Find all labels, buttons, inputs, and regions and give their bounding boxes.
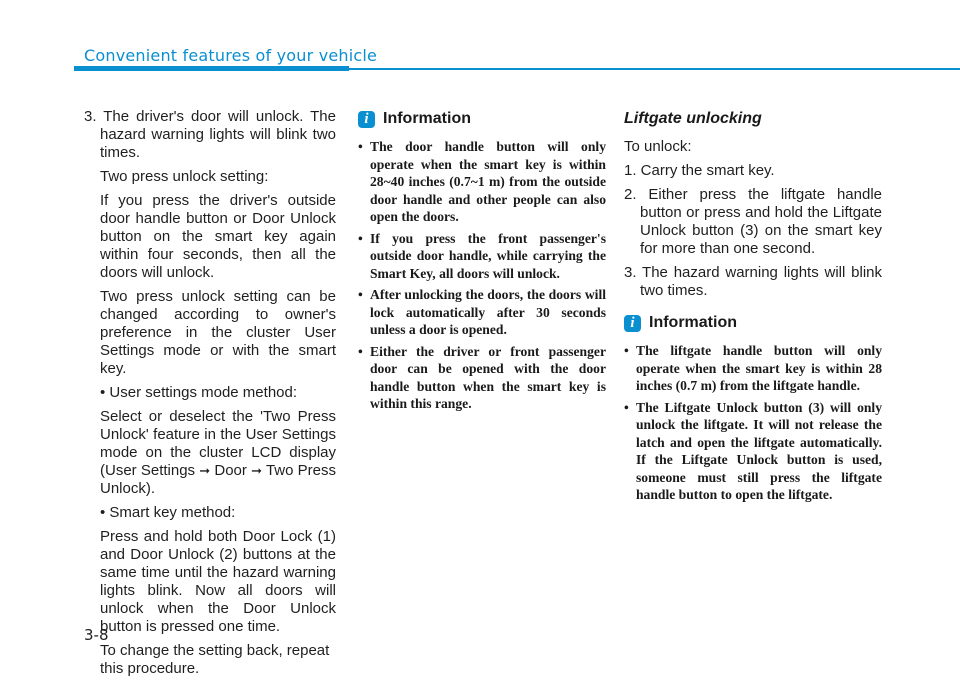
- smart-key-bullet: • Smart key method:: [100, 504, 236, 521]
- info-heading: [358, 110, 606, 128]
- section-header: Convenient features of your vehicle: [84, 46, 378, 65]
- section-title: Liftgate unlocking: [624, 110, 762, 127]
- two-press-description: If you press the driver's outside door handle button or Door Unlock button on the smart key again within four seconds, then all the doors will unlock.: [100, 192, 336, 281]
- info-icon: i: [624, 315, 641, 332]
- info-bullets: [624, 342, 882, 504]
- column-middle: [358, 108, 606, 417]
- liftgate-step: 2. Either press the liftgate handle button or press and hold the Liftgate Unlock button (3) on the smart key for more than one second.: [624, 186, 882, 257]
- step-3: 3. The driver's door will unlock. The hazard warning lights will blink two times.: [84, 108, 336, 161]
- page-number: 3-8: [84, 626, 109, 644]
- user-settings-text: Select or deselect the 'Two Press Unlock' feature in the User Settings mode on the cluster LCD display (User Settings: [100, 408, 336, 479]
- info-icon: i: [358, 111, 375, 128]
- change-setting-description: Two press unlock setting can be changed according to owner's preference in the cluster User Settings mode or with the smart key.: [100, 288, 336, 377]
- info-title: Information: [383, 110, 471, 127]
- header-rule-accent: [74, 66, 349, 71]
- arrow-right-icon: ➞: [199, 463, 211, 478]
- info-bullet: • The Liftgate Unlock button (3) will only unlock the liftgate. It will not release the latch and open the liftgate automatically. If the Liftgate Unlock button is used, someone must still press the liftgate handle button to open the liftgate.: [624, 399, 882, 504]
- two-press-heading: Two press unlock setting:: [100, 168, 269, 185]
- user-settings-text-end: Two Press Unlock).: [100, 462, 336, 497]
- change-back-description: To change the setting back, repeat this procedure.: [100, 642, 330, 677]
- to-unlock-label: To unlock:: [624, 138, 692, 155]
- column-left: [84, 108, 336, 684]
- smart-key-description: Press and hold both Door Lock (1) and Door Unlock (2) buttons at the same time until the hazard warning lights blink. Now all doors will unlock when the Door Unlock button is pressed one time.: [100, 528, 336, 635]
- info-bullet: • The liftgate handle button will only operate when the smart key is within 28 inches (0.7 m) from the liftgate handle.: [624, 342, 882, 395]
- info-bullet: • If you press the front passenger's outside door handle, while carrying the Smart Key, all doors will unlock.: [358, 230, 606, 283]
- user-settings-bullet: • User settings mode method:: [100, 384, 298, 401]
- user-settings-description: [84, 408, 336, 498]
- column-right: [624, 108, 882, 508]
- info-bullet: • After unlocking the doors, the doors will lock automatically after 30 seconds unless a door is opened.: [358, 286, 606, 339]
- liftgate-step: 1. Carry the smart key.: [624, 162, 775, 179]
- info-heading: [624, 314, 882, 332]
- info-bullet: • The door handle button will only operate when the smart key is within 28~40 inches (0.7~1 m) from the outside door handle and other people can also open the doors.: [358, 138, 606, 226]
- info-bullets: [358, 138, 606, 413]
- info-bullet: • Either the driver or front passenger door can be opened with the door handle button when the smart key is within this range.: [358, 343, 606, 413]
- arrow-right-icon: ➞: [251, 463, 262, 478]
- user-settings-door: Door: [214, 462, 247, 479]
- info-title: Information: [649, 314, 737, 331]
- liftgate-step: 3. The hazard warning lights will blink two times.: [624, 264, 882, 299]
